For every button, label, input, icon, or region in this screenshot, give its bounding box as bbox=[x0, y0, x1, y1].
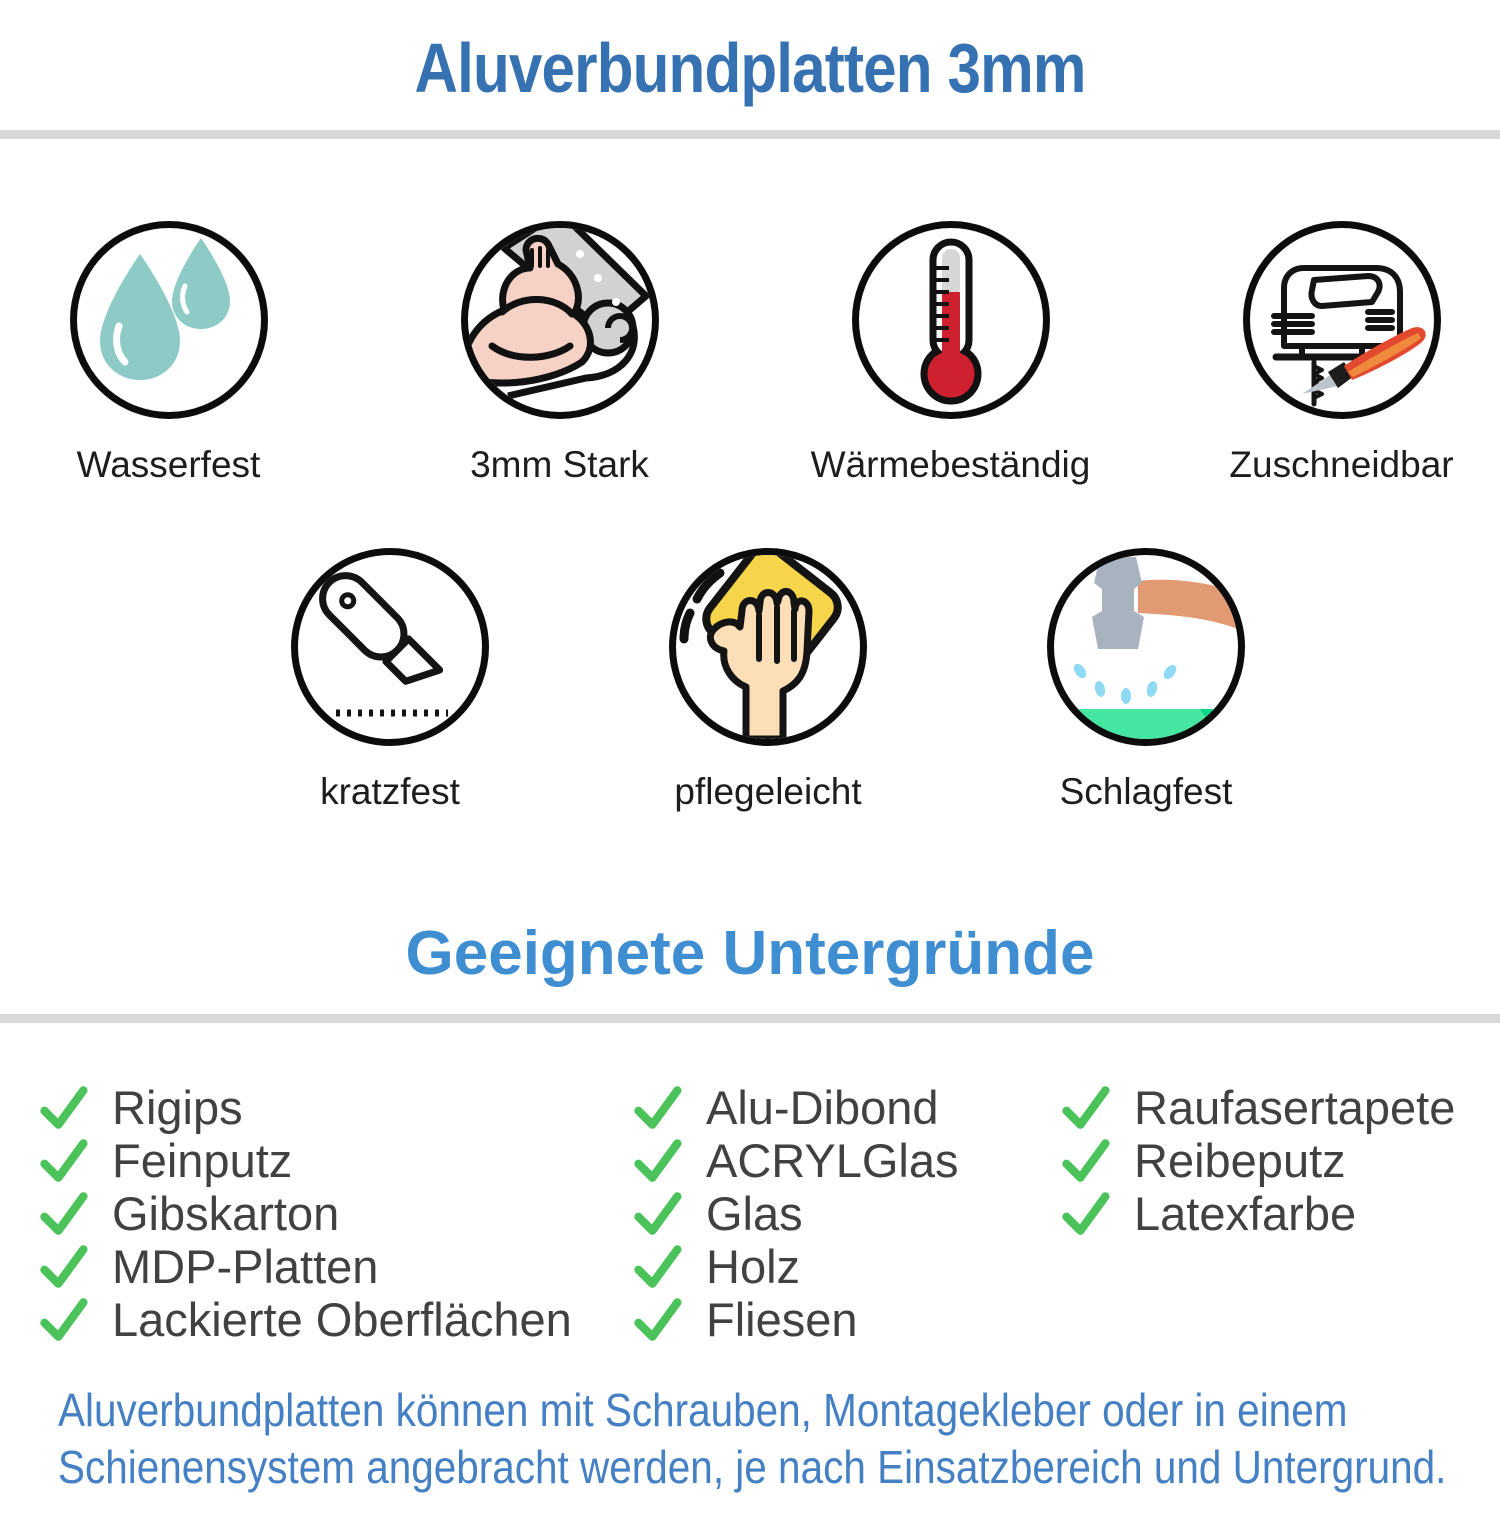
feature-label: kratzfest bbox=[320, 771, 460, 812]
surface-item bbox=[38, 1240, 632, 1293]
check-icon bbox=[632, 1242, 682, 1292]
hammer-icon bbox=[1047, 548, 1245, 746]
feature-row-2 bbox=[18, 548, 1500, 814]
feature-label: 3mm Stark bbox=[470, 444, 649, 485]
check-icon bbox=[632, 1189, 682, 1239]
section-title: Geeignete Untergründe bbox=[405, 919, 1095, 988]
check-icon bbox=[38, 1242, 88, 1292]
check-icon bbox=[38, 1295, 88, 1345]
feature-schlagfest bbox=[1047, 548, 1245, 814]
surface-item bbox=[38, 1187, 632, 1240]
divider bbox=[0, 1014, 1500, 1023]
feature-label: Wasserfest bbox=[76, 444, 261, 485]
footer-note-line2: Schienensystem angebracht werden, je nach Einsatzbereich und Untergrund. bbox=[58, 1441, 1447, 1493]
surface-label: Alu-Dibond bbox=[706, 1081, 939, 1134]
surface-item bbox=[1060, 1134, 1500, 1187]
surfaces-column-3 bbox=[1060, 1081, 1500, 1240]
wiping-hand-icon bbox=[669, 548, 867, 746]
surface-label: Raufasertapete bbox=[1134, 1081, 1456, 1134]
check-icon bbox=[1060, 1083, 1110, 1133]
water-drops-icon bbox=[70, 221, 268, 419]
check-icon bbox=[38, 1189, 88, 1239]
surfaces-column-1 bbox=[38, 1081, 632, 1346]
muscle-arm-icon bbox=[461, 221, 659, 419]
surface-item bbox=[632, 1134, 1060, 1187]
footer-note-line1: Aluverbundplatten können mit Schrauben, Montagekleber oder in einem bbox=[58, 1384, 1348, 1436]
surface-label: Reibeputz bbox=[1134, 1134, 1346, 1187]
surface-label: Glas bbox=[706, 1187, 803, 1240]
check-icon bbox=[632, 1295, 682, 1345]
check-icon bbox=[1060, 1189, 1110, 1239]
surface-item bbox=[632, 1240, 1060, 1293]
surface-item bbox=[632, 1187, 1060, 1240]
utility-knife-icon bbox=[291, 548, 489, 746]
check-icon bbox=[1060, 1136, 1110, 1186]
divider bbox=[0, 130, 1500, 139]
surface-label: Lackierte Oberflächen bbox=[112, 1293, 572, 1346]
feature-zuschneidbar bbox=[1229, 221, 1454, 487]
surface-item bbox=[38, 1081, 632, 1134]
surface-item bbox=[1060, 1187, 1500, 1240]
feature-kratzfest bbox=[291, 548, 489, 814]
feature-label: Wärmebeständig bbox=[810, 444, 1091, 485]
surface-item bbox=[632, 1081, 1060, 1134]
surface-label: Rigips bbox=[112, 1081, 243, 1134]
feature-3mm-stark bbox=[461, 221, 659, 487]
feature-row-1 bbox=[0, 221, 1500, 487]
footer-note bbox=[58, 1382, 1447, 1496]
surface-label: Gibskarton bbox=[112, 1187, 340, 1240]
feature-label: pflegeleicht bbox=[674, 771, 862, 812]
surface-label: Latexfarbe bbox=[1134, 1187, 1357, 1240]
feature-waermebestaendig bbox=[810, 221, 1091, 487]
surfaces-list bbox=[0, 1081, 1500, 1346]
check-icon bbox=[632, 1136, 682, 1186]
surface-item bbox=[1060, 1081, 1500, 1134]
surface-item bbox=[38, 1293, 632, 1346]
surface-label: Feinputz bbox=[112, 1134, 293, 1187]
feature-pflegeleicht bbox=[669, 548, 867, 814]
feature-label: Zuschneidbar bbox=[1229, 444, 1454, 485]
surface-label: ACRYLGlas bbox=[706, 1134, 959, 1187]
surface-item bbox=[632, 1293, 1060, 1346]
surface-label: Holz bbox=[706, 1240, 801, 1293]
feature-label: Schlagfest bbox=[1059, 771, 1233, 812]
feature-wasserfest bbox=[70, 221, 268, 487]
check-icon bbox=[38, 1083, 88, 1133]
check-icon bbox=[38, 1136, 88, 1186]
page-title: Aluverbundplatten 3mm bbox=[414, 29, 1086, 107]
surface-item bbox=[38, 1134, 632, 1187]
check-icon bbox=[632, 1083, 682, 1133]
surface-label: Fliesen bbox=[706, 1293, 858, 1346]
thermometer-icon bbox=[852, 221, 1050, 419]
surfaces-column-2 bbox=[632, 1081, 1060, 1346]
surface-label: MDP-Platten bbox=[112, 1240, 379, 1293]
jigsaw-icon bbox=[1243, 221, 1441, 419]
